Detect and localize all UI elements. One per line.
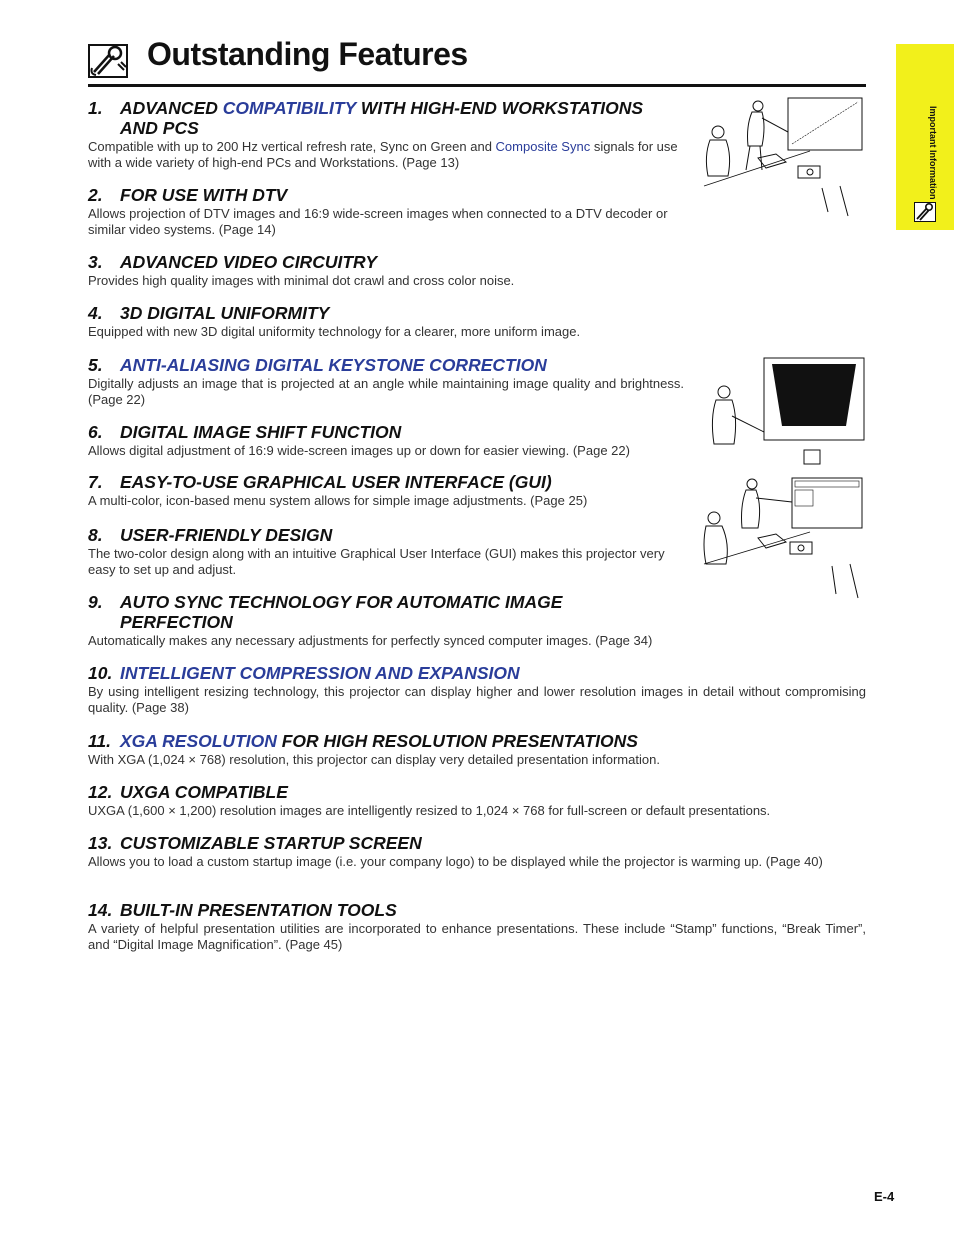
- feature-heading: 2. FOR USE WITH DTV: [88, 185, 288, 205]
- feature-1: [88, 98, 684, 170]
- feature-description: Allows projection of DTV images and 16:9 wide-screen images when connected to a DTV decoder or similar video systems. (Page 14): [88, 206, 668, 237]
- feature-10: [88, 663, 866, 715]
- feature-description: Allows digital adjustment of 16:9 wide-screen images up or down for easier viewing. (Page 22): [88, 443, 630, 458]
- feature-8: [88, 525, 684, 577]
- compatibility-link[interactable]: COMPATIBILITY: [222, 98, 356, 118]
- wrench-icon: [88, 44, 128, 78]
- feature-heading: 8. USER-FRIENDLY DESIGN: [88, 525, 333, 545]
- feature-7: [88, 472, 684, 509]
- feature-description: UXGA (1,600 × 1,200) resolution images are intelligently resized to 1,024 × 768 for full-screen or default presentations.: [88, 803, 771, 818]
- feature-description: A multi-color, icon-based menu system allows for simple image adjustments. (Page 25): [88, 493, 588, 508]
- keystone-correction-link[interactable]: ANTI-ALIASING DIGITAL KEYSTONE CORRECTION: [120, 355, 547, 375]
- feature-14: [88, 900, 866, 952]
- feature-heading: 14. BUILT-IN PRESENTATION TOOLS: [88, 900, 397, 920]
- feature-description: By using intelligent resizing technology, this projector can display higher and lower resolution images in detail without compromising quality. (Page 38): [88, 684, 866, 715]
- feature-description: The two-color design along with an intuitive Graphical User Interface (GUI) makes this projector very easy to set up and adjust.: [88, 546, 665, 577]
- feature-description: Provides high quality images with minimal dot crawl and cross color noise.: [88, 273, 515, 288]
- presentation-illustration: [700, 96, 866, 218]
- feature-heading: 10. INTELLIGENT COMPRESSION AND EXPANSION: [88, 663, 520, 683]
- feature-heading: 7. EASY-TO-USE GRAPHICAL USER INTERFACE (GUI): [88, 472, 552, 492]
- feature-13: [88, 833, 866, 870]
- xga-resolution-link[interactable]: XGA RESOLUTION: [120, 731, 277, 751]
- keystone-illustration: [706, 356, 866, 472]
- feature-6: [88, 422, 684, 459]
- feature-heading: 12. UXGA COMPATIBLE: [88, 782, 288, 802]
- feature-description: Equipped with new 3D digital uniformity technology for a clearer, more uniform image.: [88, 324, 581, 339]
- feature-heading: 13. CUSTOMIZABLE STARTUP SCREEN: [88, 833, 422, 853]
- feature-11: [88, 731, 866, 768]
- page-title: Outstanding Features: [147, 36, 468, 72]
- feature-heading: 3. ADVANCED VIDEO CIRCUITRY: [88, 252, 378, 272]
- feature-description: Digitally adjusts an image that is projected at an angle while maintaining image quality and brightness. (Page 22): [88, 376, 684, 407]
- feature-heading: 4. 3D DIGITAL UNIFORMITY: [88, 303, 330, 323]
- page-number: E-4: [874, 1189, 895, 1204]
- feature-description: Automatically makes any necessary adjustments for perfectly synced computer images. (Page 34): [88, 633, 653, 648]
- feature-9: [88, 592, 866, 649]
- wrench-icon: [914, 202, 936, 222]
- section-tab: [896, 44, 954, 230]
- feature-heading: 5. ANTI-ALIASING DIGITAL KEYSTONE CORRECTION: [88, 355, 547, 375]
- feature-2: [88, 185, 684, 237]
- feature-heading: 6. DIGITAL IMAGE SHIFT FUNCTION: [88, 422, 402, 442]
- feature-5: [88, 355, 684, 407]
- gui-illustration: [700, 472, 866, 600]
- feature-4: [88, 303, 684, 340]
- section-tab-label: Important Information: [928, 106, 938, 200]
- feature-12: [88, 782, 866, 819]
- feature-description: A variety of helpful presentation utilities are incorporated to enhance presentations. These include “Stamp” functions, “Break Timer”, and “Digital Image Magnification”. (Page 45): [88, 921, 866, 952]
- feature-heading: 9. AUTO SYNC TECHNOLOGY FOR AUTOMATIC IMAGE PERFECTION: [88, 592, 563, 632]
- page-header: [88, 36, 866, 87]
- feature-description: With XGA (1,024 × 768) resolution, this projector can display very detailed presentation information.: [88, 752, 660, 767]
- compression-expansion-link[interactable]: INTELLIGENT COMPRESSION AND EXPANSION: [120, 663, 520, 683]
- feature-heading: 1. ADVANCED COMPATIBILITY WITH HIGH-END WORKSTATIONS AND PCS: [88, 98, 644, 138]
- feature-description: Compatible with up to 200 Hz vertical refresh rate, Sync on Green and Composite Sync signals for use with a wide variety of high-end PCs and Workstations. (Page 13): [88, 139, 678, 170]
- composite-sync-link[interactable]: Composite Sync: [495, 139, 591, 154]
- feature-description: Allows you to load a custom startup image (i.e. your company logo) to be displayed while the projector is warming up. (Page 40): [88, 854, 823, 869]
- feature-heading: 11. XGA RESOLUTION FOR HIGH RESOLUTION PRESENTATIONS: [88, 731, 638, 751]
- feature-3: [88, 252, 684, 289]
